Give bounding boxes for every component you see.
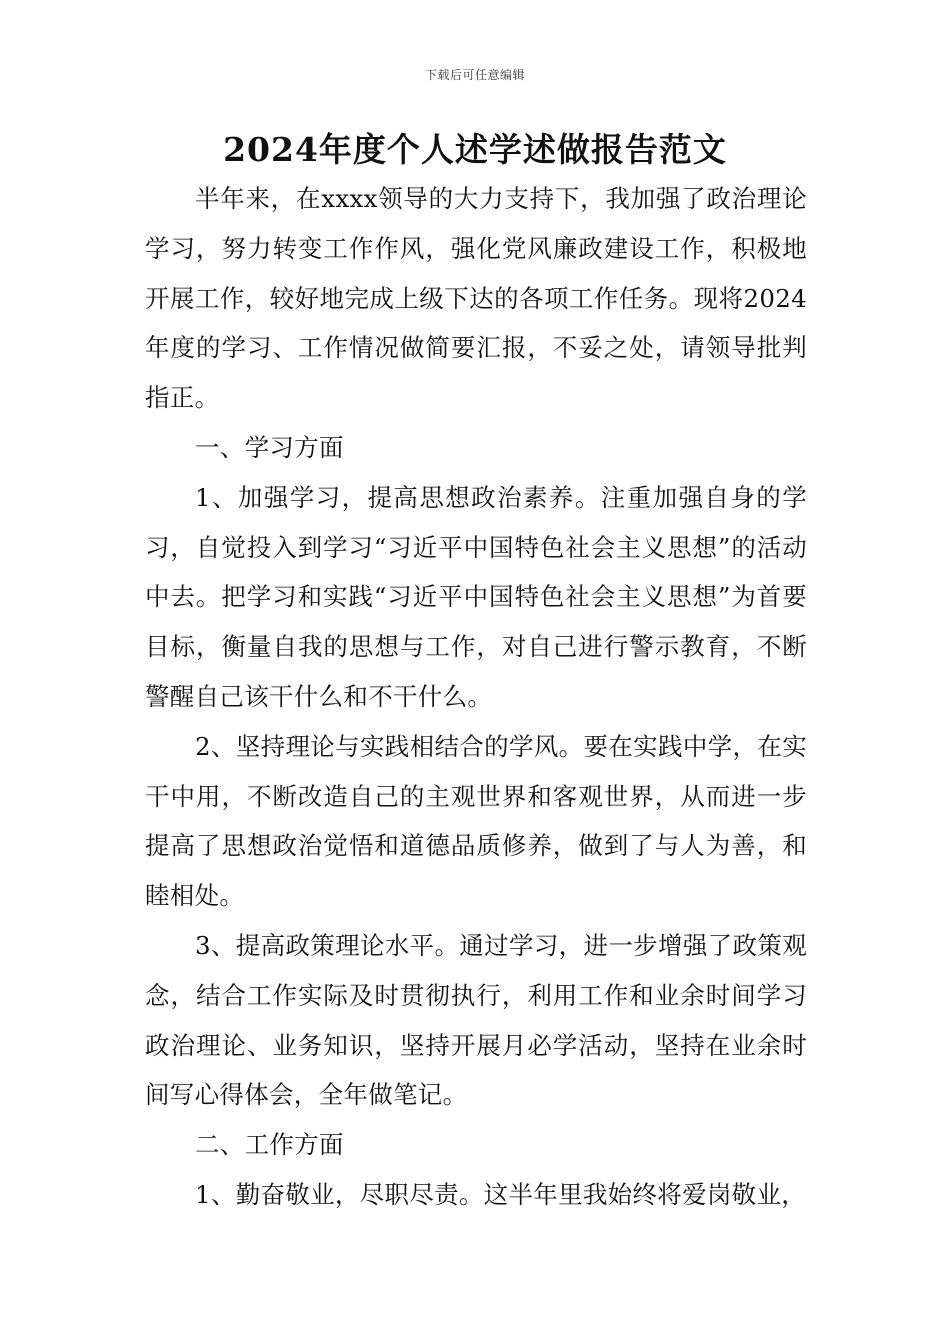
paragraph-study-3: 3、提高政策理论水平。通过学习，进一步增强了政策观念，结合工作实际及时贯彻执行，利用工作和业余时间学习政治理论、业务知识，坚持开展月必学活动，坚持在业余时间写心得体会，全年做笔记。 [145,930,807,1110]
paragraph-study-2: 2、坚持理论与实践相结合的学风。要在实践中学，在实干中用，不断改造自己的主观世界和客观世界，从而进一步提高了思想政治觉悟和道德品质修养，做到了与人为善，和睦相处。 [145,731,807,911]
document-title: 2024年度个人述学述做报告范文 [223,130,727,169]
paragraph-study-1: 1、加强学习，提高思想政治素养。注重加强自身的学习，自觉投入到学习“习近平中国特色社会主义思想”的活动中去。把学习和实践“习近平中国特色社会主义思想”为首要目标，衡量自我的思想与工作，对自己进行警示教育，不断警醒自己该干什么和不干什么。 [145,482,807,711]
section-heading-study: 一、学习方面 [195,432,344,462]
section-heading-work: 二、工作方面 [195,1130,344,1160]
paragraph-intro: 半年来，在xxxx领导的大力支持下，我加强了政治理论学习，努力转变工作作风，强化党风廉政建设工作，积极地开展工作，较好地完成上级下达的各项工作任务。现将2024年度的学习、工作情况做简要汇报，不妥之处，请领导批判指正。 [145,184,807,413]
paragraph-work-1: 1、勤奋敬业，尽职尽责。这半年里我始终将爱岗敬业， [195,1179,807,1209]
document-body [145,174,807,1220]
header-note: 下载后可任意编辑 [424,68,525,82]
